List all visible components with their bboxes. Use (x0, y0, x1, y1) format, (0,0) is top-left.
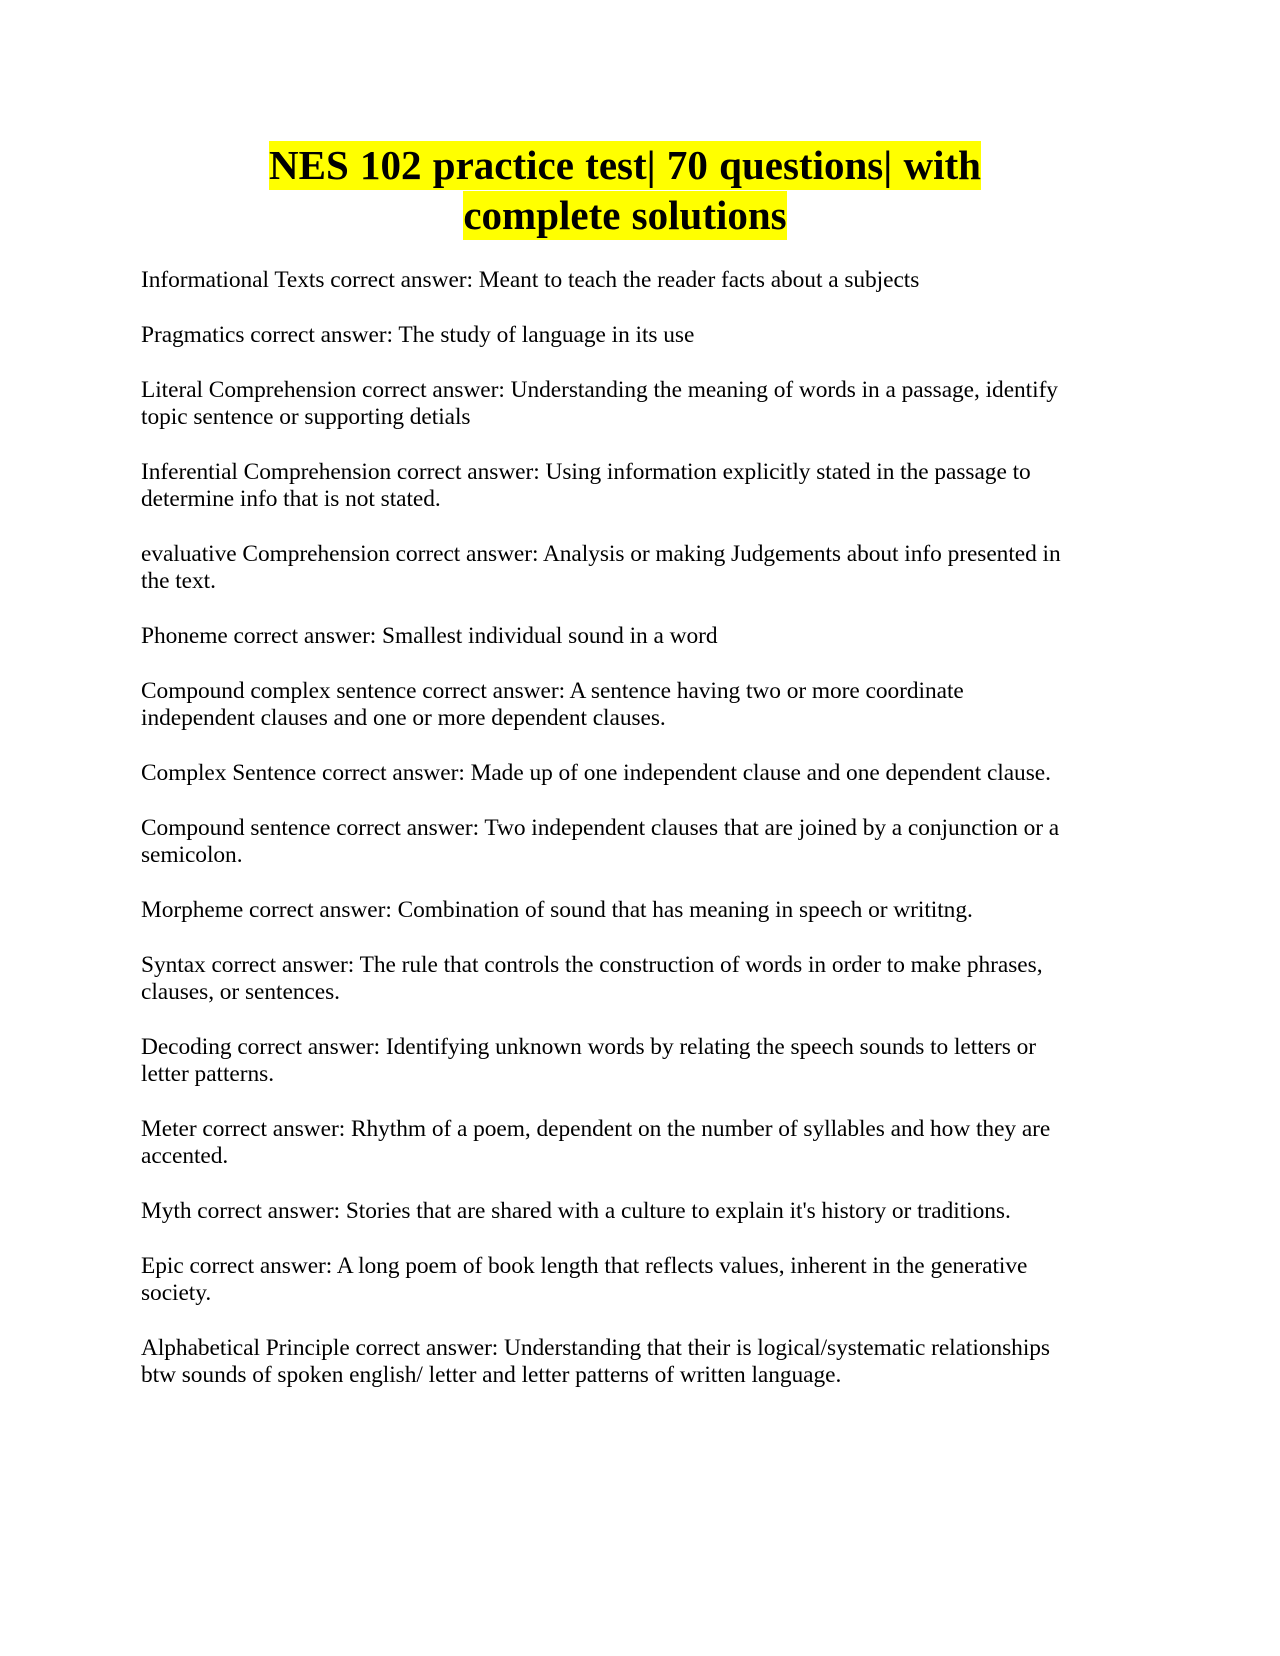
definition-entry (141, 267, 1071, 294)
definition-text: Compound sentence correct answer: Two independent clauses that are joined by a conjunction or a semicolon. (141, 815, 1060, 868)
definition-entry (141, 459, 1071, 513)
definitions-list (141, 267, 1071, 1389)
definition-entry (141, 760, 1071, 787)
definition-entry (141, 1198, 1071, 1225)
page-title (230, 140, 1020, 240)
definition-text: Informational Texts correct answer: Meant to teach the reader facts about a subjects (141, 267, 920, 293)
definition-text: Decoding correct answer: Identifying unknown words by relating the speech sounds to letters or letter patterns. (141, 1034, 1036, 1087)
definition-entry (141, 815, 1071, 869)
definition-text: Literal Comprehension correct answer: Understanding the meaning of words in a passage, identify topic sentence or supporting detials (141, 377, 1058, 430)
definition-entry (141, 1116, 1071, 1170)
definition-entry (141, 1253, 1071, 1307)
definition-text: Inferential Comprehension correct answer: Using information explicitly stated in the passage to determine info that is not stated. (141, 459, 1031, 512)
definition-text: evaluative Comprehension correct answer: Analysis or making Judgements about info presented in the text. (141, 541, 1061, 594)
page-title-line-2: complete solutions (463, 192, 787, 238)
definition-text: Compound complex sentence correct answer: A sentence having two or more coordinate independent clauses and one or more dependent clauses. (141, 678, 964, 731)
definition-entry (141, 952, 1071, 1006)
definition-entry (141, 897, 1071, 924)
definition-text: Complex Sentence correct answer: Made up of one independent clause and one dependent clause. (141, 760, 1051, 786)
definition-text: Morpheme correct answer: Combination of sound that has meaning in speech or writitng. (141, 897, 973, 923)
page-title-line-1: NES 102 practice test| 70 questions| with (269, 142, 981, 188)
definition-entry (141, 623, 1071, 650)
definition-text: Myth correct answer: Stories that are shared with a culture to explain it's history or traditions. (141, 1198, 1011, 1224)
definition-text: Alphabetical Principle correct answer: Understanding that their is logical/systematic relationships btw sounds of spoken english/ letter and letter patterns of written language. (141, 1335, 1050, 1388)
definition-entry (141, 678, 1071, 732)
definition-entry (141, 377, 1071, 431)
definition-entry (141, 541, 1071, 595)
definition-text: Epic correct answer: A long poem of book length that reflects values, inherent in the generative society. (141, 1253, 1028, 1306)
definition-text: Meter correct answer: Rhythm of a poem, dependent on the number of syllables and how they are accented. (141, 1116, 1051, 1169)
definition-entry (141, 1335, 1071, 1389)
definition-text: Syntax correct answer: The rule that controls the construction of words in order to make phrases, clauses, or sentences. (141, 952, 1043, 1005)
definition-entry (141, 322, 1071, 349)
definition-text: Pragmatics correct answer: The study of language in its use (141, 322, 695, 348)
definition-entry (141, 1034, 1071, 1088)
definition-text: Phoneme correct answer: Smallest individual sound in a word (141, 623, 718, 649)
